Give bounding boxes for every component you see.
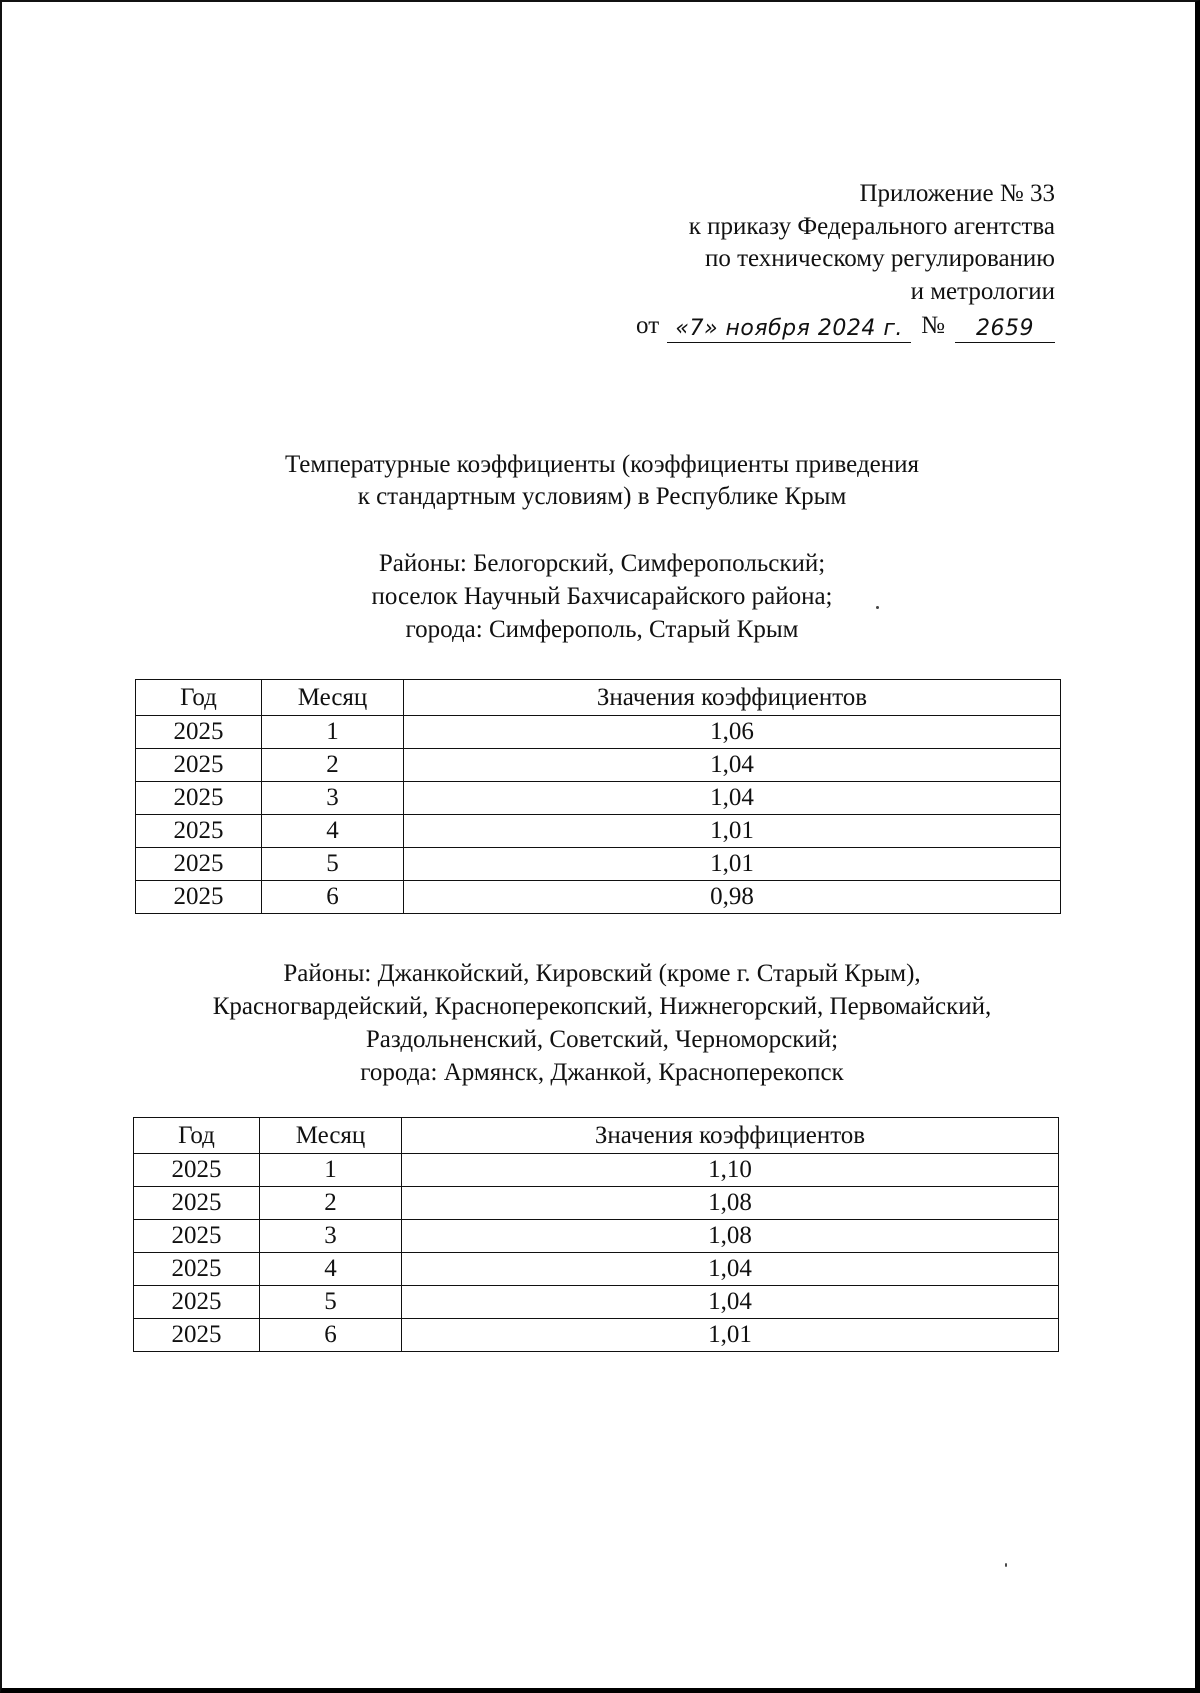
section-1-regions: [2, 547, 1200, 646]
cell-month: 6: [260, 1319, 402, 1352]
section-2-regions: [2, 957, 1200, 1089]
cell-month: 1: [262, 716, 404, 749]
table-row: [136, 815, 1061, 848]
table-row: [136, 749, 1061, 782]
cell-year: 2025: [136, 716, 262, 749]
handwritten-date: «7» ноября 2024 г.: [667, 316, 911, 343]
cell-month: 5: [262, 848, 404, 881]
cell-year: 2025: [134, 1253, 260, 1286]
table-row: [136, 848, 1061, 881]
scan-speck: [1005, 1563, 1007, 1567]
cell-year: 2025: [134, 1286, 260, 1319]
cell-coefficient: 1,01: [404, 815, 1061, 848]
region-line: Районы: Белогорский, Симферопольский;: [378, 550, 826, 577]
agency-line: по техническому регулированию: [704, 245, 1055, 272]
cell-year: 2025: [134, 1220, 260, 1253]
region-line: Красногвардейский, Красноперекопский, Нижнегорский, Первомайский,: [212, 993, 992, 1020]
cell-month: 2: [260, 1187, 402, 1220]
cell-coefficient: 1,08: [402, 1220, 1059, 1253]
region-line: поселок Научный Бахчисарайского района;: [371, 583, 833, 610]
region-line: города: Армянск, Джанкой, Красноперекопск: [360, 1059, 844, 1086]
cell-coefficient: 1,04: [404, 749, 1061, 782]
column-header-month: Месяц: [262, 680, 404, 716]
cell-coefficient: 1,01: [404, 848, 1061, 881]
table-row: [134, 1187, 1059, 1220]
document-title: [2, 449, 1200, 513]
table-header-row: [136, 680, 1061, 716]
region-line: Районы: Джанкойский, Кировский (кроме г. Старый Крым),: [283, 960, 921, 987]
cell-coefficient: 1,04: [402, 1286, 1059, 1319]
cell-year: 2025: [136, 815, 262, 848]
appendix-number: Приложение № 33: [859, 180, 1055, 207]
cell-coefficient: 1,01: [402, 1319, 1059, 1352]
cell-month: 4: [262, 815, 404, 848]
column-header-year: Год: [134, 1118, 260, 1154]
cell-coefficient: 1,04: [404, 782, 1061, 815]
coefficients-table-2: [133, 1117, 1059, 1352]
handwritten-number: 2659: [955, 316, 1055, 343]
column-header-month: Месяц: [260, 1118, 402, 1154]
from-label: от: [636, 312, 660, 339]
title-line-1: Температурные коэффициенты (коэффициенты приведения: [284, 451, 920, 478]
table-row: [134, 1286, 1059, 1319]
table-row: [134, 1220, 1059, 1253]
coefficients-table-1: [135, 679, 1061, 914]
table-row: [136, 782, 1061, 815]
order-line: к приказу Федерального агентства: [688, 212, 1055, 240]
agency-line-2: и метрологии: [910, 277, 1055, 305]
region-line: Раздольненский, Советский, Черноморский;: [365, 1026, 839, 1053]
scan-speck: [876, 606, 879, 609]
cell-year: 2025: [134, 1154, 260, 1187]
cell-month: 4: [260, 1253, 402, 1286]
cell-month: 3: [262, 782, 404, 815]
cell-month: 1: [260, 1154, 402, 1187]
cell-coefficient: 1,06: [404, 716, 1061, 749]
cell-year: 2025: [134, 1319, 260, 1352]
number-label: №: [921, 312, 945, 339]
cell-year: 2025: [136, 848, 262, 881]
order-date-number-line: [495, 310, 1055, 343]
table-header-row: [134, 1118, 1059, 1154]
cell-month: 6: [262, 881, 404, 914]
column-header-value: Значения коэффициентов: [404, 680, 1061, 716]
column-header-value: Значения коэффициентов: [402, 1118, 1059, 1154]
cell-month: 2: [262, 749, 404, 782]
cell-coefficient: 1,04: [402, 1253, 1059, 1286]
cell-month: 5: [260, 1286, 402, 1319]
cell-coefficient: 1,08: [402, 1187, 1059, 1220]
appendix-header: [495, 178, 1055, 343]
cell-coefficient: 1,10: [402, 1154, 1059, 1187]
table-row: [134, 1253, 1059, 1286]
cell-year: 2025: [134, 1187, 260, 1220]
cell-coefficient: 0,98: [404, 881, 1061, 914]
cell-month: 3: [260, 1220, 402, 1253]
cell-year: 2025: [136, 881, 262, 914]
cell-year: 2025: [136, 749, 262, 782]
title-line-2: к стандартным условиям) в Республике Крым: [357, 483, 847, 510]
table-row: [134, 1319, 1059, 1352]
table-row: [136, 716, 1061, 749]
column-header-year: Год: [136, 680, 262, 716]
region-line: города: Симферополь, Старый Крым: [405, 616, 799, 643]
table-row: [134, 1154, 1059, 1187]
cell-year: 2025: [136, 782, 262, 815]
table-row: [136, 881, 1061, 914]
